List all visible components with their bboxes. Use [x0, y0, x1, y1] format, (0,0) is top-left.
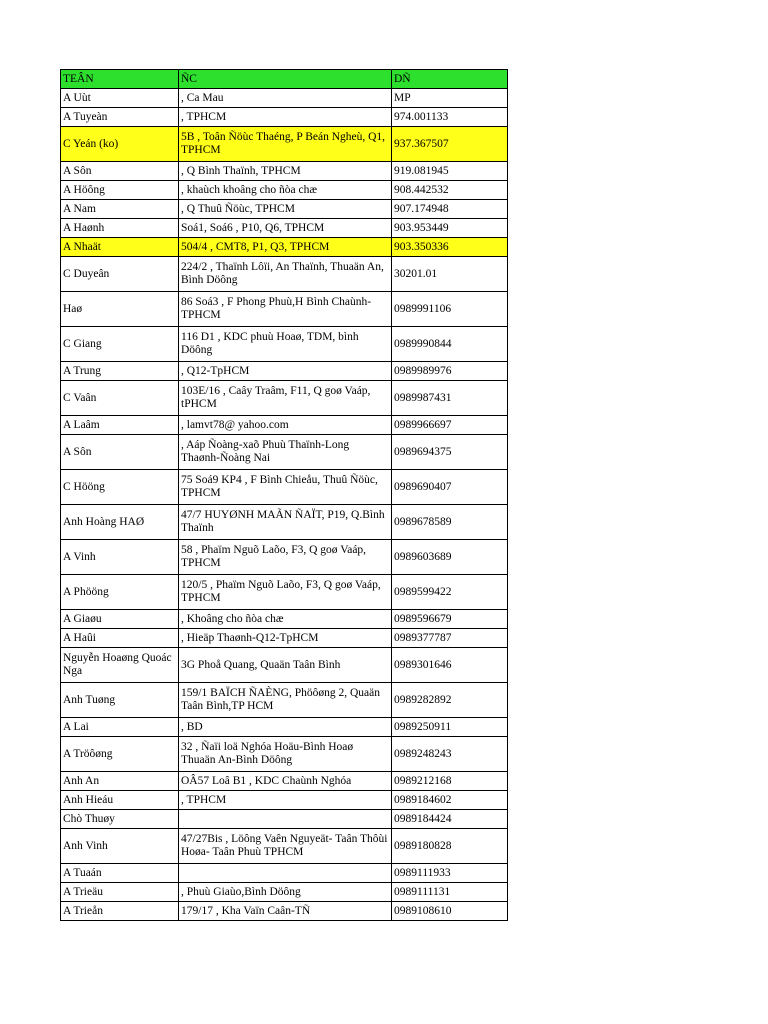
cell-phone: 0989184602 — [392, 791, 508, 810]
table-row — [61, 575, 508, 610]
cell-phone: 937.367507 — [392, 127, 508, 162]
cell-address: 47/27Bis , Löông Vaên Nguyeät- Taân Thôùi Hoøa- Taân Phuù TPHCM — [179, 829, 392, 864]
cell-address: 3G Phoå Quang, Quaän Taân Bình — [179, 648, 392, 683]
table-row — [61, 416, 508, 435]
cell-phone: 0989599422 — [392, 575, 508, 610]
cell-name: C Hööng — [61, 470, 179, 505]
cell-address: , TPHCM — [179, 791, 392, 810]
table-row — [61, 810, 508, 829]
cell-name: A Trieån — [61, 902, 179, 921]
table-row — [61, 219, 508, 238]
cell-address: , Ca Mau — [179, 89, 392, 108]
table-row — [61, 718, 508, 737]
table-row — [61, 238, 508, 257]
header-row — [61, 70, 508, 89]
table-row — [61, 610, 508, 629]
cell-phone: 0989987431 — [392, 381, 508, 416]
cell-address: 224/2 , Thaïnh Lôïi, An Thaïnh, Thuaän An, Bình Döông — [179, 257, 392, 292]
cell-address: , Khoâng cho ñòa chæ — [179, 610, 392, 629]
table-row — [61, 864, 508, 883]
cell-phone: 908.442532 — [392, 181, 508, 200]
cell-name: Anh Hoàng HAØ — [61, 505, 179, 540]
cell-name: A Laâm — [61, 416, 179, 435]
header-address: ÑC — [179, 70, 392, 89]
contact-sheet — [60, 69, 508, 921]
cell-address: 86 Soá3 , F Phong Phuù,H Bình Chaùnh-TPHCM — [179, 292, 392, 327]
cell-phone: 0989248243 — [392, 737, 508, 772]
table-row — [61, 89, 508, 108]
cell-address: , Hieäp Thaønh-Q12-TpHCM — [179, 629, 392, 648]
cell-address: 504/4 , CMT8, P1, Q3, TPHCM — [179, 238, 392, 257]
cell-phone: MP — [392, 89, 508, 108]
cell-name: C Vaân — [61, 381, 179, 416]
cell-name: Haø — [61, 292, 179, 327]
table-row — [61, 791, 508, 810]
cell-address: , Q Thuû Ñöùc, TPHCM — [179, 200, 392, 219]
cell-name: A Sôn — [61, 162, 179, 181]
cell-phone: 0989966697 — [392, 416, 508, 435]
header-phone: DÑ — [392, 70, 508, 89]
cell-phone: 0989108610 — [392, 902, 508, 921]
cell-address — [179, 810, 392, 829]
cell-phone: 903.350336 — [392, 238, 508, 257]
table-row — [61, 883, 508, 902]
table-row — [61, 505, 508, 540]
cell-phone: 919.081945 — [392, 162, 508, 181]
cell-address — [179, 864, 392, 883]
cell-address: 58 , Phaïm Nguõ Laõo, F3, Q goø Vaáp, TPHCM — [179, 540, 392, 575]
cell-phone: 0989301646 — [392, 648, 508, 683]
cell-name: A Trung — [61, 362, 179, 381]
cell-address: , lamvt78@ yahoo.com — [179, 416, 392, 435]
cell-name: A Haønh — [61, 219, 179, 238]
cell-name: A Tuaán — [61, 864, 179, 883]
table-row — [61, 381, 508, 416]
table-row — [61, 648, 508, 683]
cell-phone: 0989678589 — [392, 505, 508, 540]
cell-phone: 907.174948 — [392, 200, 508, 219]
cell-name: Anh Vinh — [61, 829, 179, 864]
table-row — [61, 162, 508, 181]
cell-phone: 0989184424 — [392, 810, 508, 829]
cell-name: A Phööng — [61, 575, 179, 610]
cell-name: A Giaøu — [61, 610, 179, 629]
cell-address: , BD — [179, 718, 392, 737]
cell-address: 179/17 , Kha Vaïn Caân-TÑ — [179, 902, 392, 921]
cell-phone: 0989694375 — [392, 435, 508, 470]
table-row — [61, 470, 508, 505]
table-row — [61, 327, 508, 362]
cell-phone: 0989111933 — [392, 864, 508, 883]
cell-name: A Nhaät — [61, 238, 179, 257]
table-row — [61, 829, 508, 864]
cell-name: A Tröôøng — [61, 737, 179, 772]
table-row — [61, 362, 508, 381]
cell-address: OÂ57 Loâ B1 , KDC Chaùnh Nghóa — [179, 772, 392, 791]
cell-phone: 0989603689 — [392, 540, 508, 575]
cell-name: A Uùt — [61, 89, 179, 108]
table-row — [61, 629, 508, 648]
cell-name: A Vinh — [61, 540, 179, 575]
cell-name: C Yeán (ko) — [61, 127, 179, 162]
cell-phone: 0989990844 — [392, 327, 508, 362]
cell-name: Chò Thuøy — [61, 810, 179, 829]
cell-phone: 0989596679 — [392, 610, 508, 629]
table-row — [61, 108, 508, 127]
table-row — [61, 127, 508, 162]
cell-phone: 0989690407 — [392, 470, 508, 505]
contact-table — [60, 69, 508, 921]
cell-phone: 0989250911 — [392, 718, 508, 737]
table-row — [61, 257, 508, 292]
cell-address: , Phuù Giaùo,Bình Döông — [179, 883, 392, 902]
table-row — [61, 292, 508, 327]
cell-name: A Trieäu — [61, 883, 179, 902]
cell-address: Soá1, Soá6 , P10, Q6, TPHCM — [179, 219, 392, 238]
table-row — [61, 772, 508, 791]
cell-address: 116 D1 , KDC phuù Hoaø, TDM, bình Döông — [179, 327, 392, 362]
cell-address: 120/5 , Phaïm Nguõ Laõo, F3, Q goø Vaáp, TPHCM — [179, 575, 392, 610]
cell-address: 32 , Ñaïi loä Nghóa Hoäu-Bình Hoaø Thuaän An-Bình Döông — [179, 737, 392, 772]
table-row — [61, 902, 508, 921]
cell-phone: 0989282892 — [392, 683, 508, 718]
cell-phone: 0989111131 — [392, 883, 508, 902]
cell-name: C Giang — [61, 327, 179, 362]
cell-name: A Sôn — [61, 435, 179, 470]
cell-phone: 0989991106 — [392, 292, 508, 327]
cell-address: 47/7 HUYØNH MAÃN ÑAÏT, P19, Q.Bình Thaïnh — [179, 505, 392, 540]
cell-address: , khaùch khoâng cho ñòa chæ — [179, 181, 392, 200]
table-row — [61, 683, 508, 718]
cell-address: 75 Soá9 KP4 , F Bình Chieåu, Thuû Ñöùc, TPHCM — [179, 470, 392, 505]
table-row — [61, 540, 508, 575]
cell-address: 159/1 BAÏCH ÑAÈNG, Phöôøng 2, Quaän Taân Bình,TP HCM — [179, 683, 392, 718]
cell-phone: 0989212168 — [392, 772, 508, 791]
cell-phone: 903.953449 — [392, 219, 508, 238]
table-row — [61, 737, 508, 772]
table-row — [61, 200, 508, 219]
cell-address: , Q12-TpHCM — [179, 362, 392, 381]
cell-phone: 0989989976 — [392, 362, 508, 381]
cell-address: , Q Bình Thaïnh, TPHCM — [179, 162, 392, 181]
cell-name: C Duyeân — [61, 257, 179, 292]
cell-phone: 0989377787 — [392, 629, 508, 648]
cell-name: A Lai — [61, 718, 179, 737]
cell-name: Anh Hieáu — [61, 791, 179, 810]
cell-name: A Höông — [61, 181, 179, 200]
table-row — [61, 181, 508, 200]
cell-address: 103E/16 , Caây Traâm, F11, Q goø Vaáp, tPHCM — [179, 381, 392, 416]
cell-name: Nguyễn Hoaøng Quoác Nga — [61, 648, 179, 683]
cell-address: , Aáp Ñoàng-xaõ Phuù Thaïnh-Long Thaønh-Ñoàng Nai — [179, 435, 392, 470]
cell-name: Anh An — [61, 772, 179, 791]
table-body — [61, 89, 508, 921]
cell-address: , TPHCM — [179, 108, 392, 127]
cell-name: A Nam — [61, 200, 179, 219]
cell-phone: 0989180828 — [392, 829, 508, 864]
cell-address: 5B , Toân Ñöùc Thaéng, P Beán Ngheù, Q1, TPHCM — [179, 127, 392, 162]
cell-name: A Tuyeàn — [61, 108, 179, 127]
cell-name: Anh Tuøng — [61, 683, 179, 718]
header-name: TEÂN — [61, 70, 179, 89]
cell-phone: 974.001133 — [392, 108, 508, 127]
cell-phone: 30201.01 — [392, 257, 508, 292]
cell-name: A Haûi — [61, 629, 179, 648]
table-row — [61, 435, 508, 470]
